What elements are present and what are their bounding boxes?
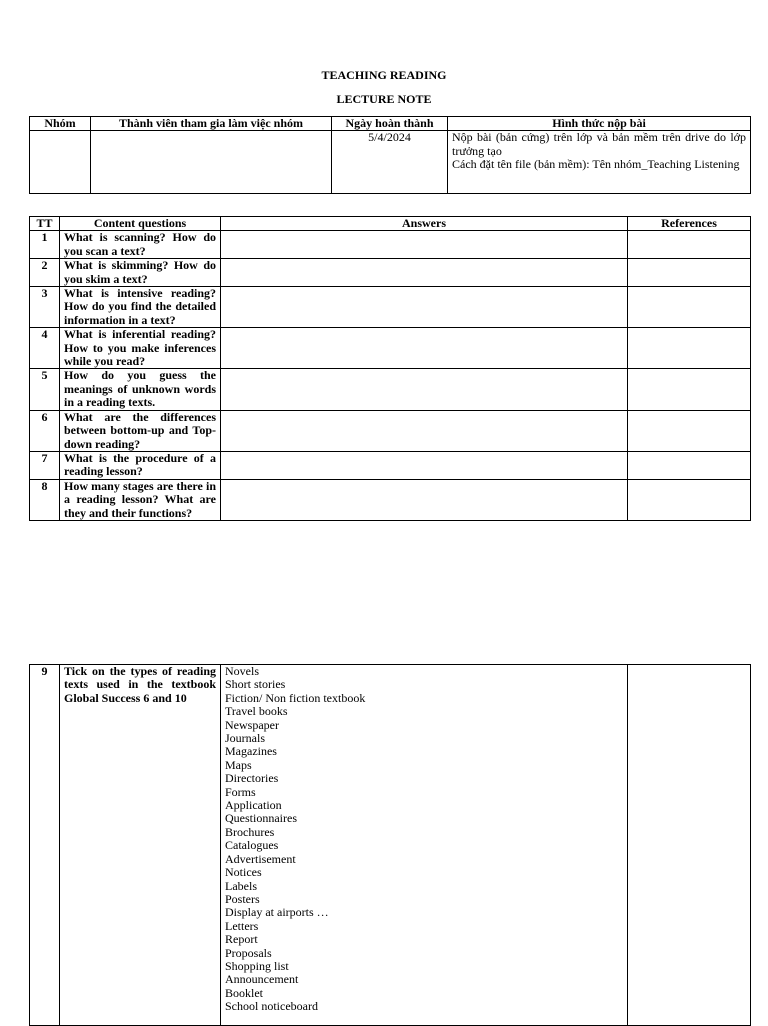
answer-cell[interactable] [221, 259, 628, 287]
header-members: Thành viên tham gia làm việc nhóm [91, 117, 332, 131]
table-row [30, 287, 751, 328]
row-number: 2 [30, 259, 60, 287]
list-item[interactable]: Journals [225, 731, 265, 746]
reference-cell[interactable] [628, 287, 751, 328]
reference-cell[interactable] [628, 259, 751, 287]
list-item[interactable]: Fiction/ Non fiction textbook [225, 690, 366, 705]
list-item[interactable]: Newspaper [225, 717, 279, 732]
header-date: Ngày hoàn thành [332, 117, 448, 131]
question-text: Tick on the types of reading texts used in the textbook Global Success 6 and 10 [60, 665, 221, 1026]
answer-cell[interactable] [221, 479, 628, 520]
list-item[interactable]: Directories [225, 771, 279, 786]
answer-cell[interactable] [221, 369, 628, 410]
list-item[interactable]: Forms [225, 784, 256, 799]
list-item[interactable]: Novels [225, 664, 259, 678]
reference-cell[interactable] [628, 410, 751, 451]
header-references: References [628, 217, 751, 231]
reference-cell[interactable] [628, 328, 751, 369]
row-number: 5 [30, 369, 60, 410]
list-item[interactable]: Brochures [225, 824, 275, 839]
list-item[interactable]: Posters [225, 891, 260, 906]
submission-line-2: Cách đặt tên file (bản mềm): Tên nhóm_Teaching Listening [452, 157, 740, 172]
list-item[interactable]: Display at airports … [225, 905, 329, 920]
list-item[interactable]: Notices [225, 865, 262, 880]
date-cell: 5/4/2024 [332, 131, 448, 194]
questions-header-row [30, 217, 751, 231]
answer-cell[interactable] [221, 231, 628, 259]
row-number: 9 [30, 665, 60, 1026]
reference-cell[interactable] [628, 479, 751, 520]
question-text: What is the procedure of a reading lesson? [60, 451, 221, 479]
table-row [30, 451, 751, 479]
question-text: What is scanning? How do you scan a text? [60, 231, 221, 259]
list-item[interactable]: Proposals [225, 945, 272, 960]
list-item[interactable]: Announcement [225, 972, 299, 987]
list-item[interactable]: School noticeboard [225, 999, 318, 1014]
row-number: 7 [30, 451, 60, 479]
group-cell [30, 131, 91, 194]
questions-table [29, 216, 751, 521]
submission-cell [448, 131, 751, 194]
answer-cell[interactable] [221, 410, 628, 451]
reference-cell[interactable] [628, 231, 751, 259]
table-row [30, 328, 751, 369]
document-title: TEACHING READING [321, 68, 447, 82]
row-number: 3 [30, 287, 60, 328]
list-item[interactable]: Shopping list [225, 958, 289, 973]
reference-cell[interactable] [628, 665, 751, 1026]
answer-cell[interactable] [221, 328, 628, 369]
table-row [30, 369, 751, 410]
list-item[interactable]: Report [225, 932, 258, 947]
answer-cell[interactable] [221, 451, 628, 479]
table-row [30, 479, 751, 520]
table-row [30, 259, 751, 287]
list-item[interactable]: Application [225, 798, 282, 813]
list-item[interactable]: Letters [225, 918, 259, 933]
info-table-header-row [30, 117, 751, 131]
reading-types-table [29, 664, 751, 1026]
list-item[interactable]: Maps [225, 757, 252, 772]
row-number: 8 [30, 479, 60, 520]
header-content-questions: Content questions [60, 217, 221, 231]
row-number: 4 [30, 328, 60, 369]
header-answers: Answers [221, 217, 628, 231]
question-text: What is inferential reading? How to you make inferences while you read? [60, 328, 221, 369]
info-table [29, 116, 751, 194]
row-number: 1 [30, 231, 60, 259]
list-item[interactable]: Labels [225, 878, 257, 893]
header-group: Nhóm [30, 117, 91, 131]
header-submission: Hình thức nộp bài [448, 117, 751, 131]
reference-cell[interactable] [628, 369, 751, 410]
list-item[interactable]: Booklet [225, 985, 263, 1000]
answer-cell[interactable] [221, 287, 628, 328]
question-text: What are the differences between bottom-up and Top-down reading? [60, 410, 221, 451]
list-item[interactable]: Short stories [225, 677, 286, 692]
table-row [30, 665, 751, 1026]
reading-types-list [221, 665, 628, 1026]
list-item[interactable]: Magazines [225, 744, 277, 759]
question-text: What is skimming? How do you skim a text? [60, 259, 221, 287]
reference-cell[interactable] [628, 451, 751, 479]
table-row [30, 410, 751, 451]
question-text: How do you guess the meanings of unknown words in a reading texts. [60, 369, 221, 410]
members-cell [91, 131, 332, 194]
question-text: How many stages are there in a reading lesson? What are they and their functions? [60, 479, 221, 520]
list-item[interactable]: Catalogues [225, 838, 279, 853]
list-item[interactable]: Travel books [225, 704, 288, 719]
table-row [30, 231, 751, 259]
document-subtitle: LECTURE NOTE [336, 92, 432, 106]
submission-line-1: Nộp bài (bản cứng) trên lớp và bản mềm trên drive do lớp trưởng tạo [452, 130, 746, 158]
row-number: 6 [30, 410, 60, 451]
list-item[interactable]: Advertisement [225, 851, 296, 866]
header-tt: TT [30, 217, 60, 231]
list-item[interactable]: Questionnaires [225, 811, 297, 826]
info-table-row [30, 131, 751, 194]
question-text: What is intensive reading? How do you find the detailed information in a text? [60, 287, 221, 328]
